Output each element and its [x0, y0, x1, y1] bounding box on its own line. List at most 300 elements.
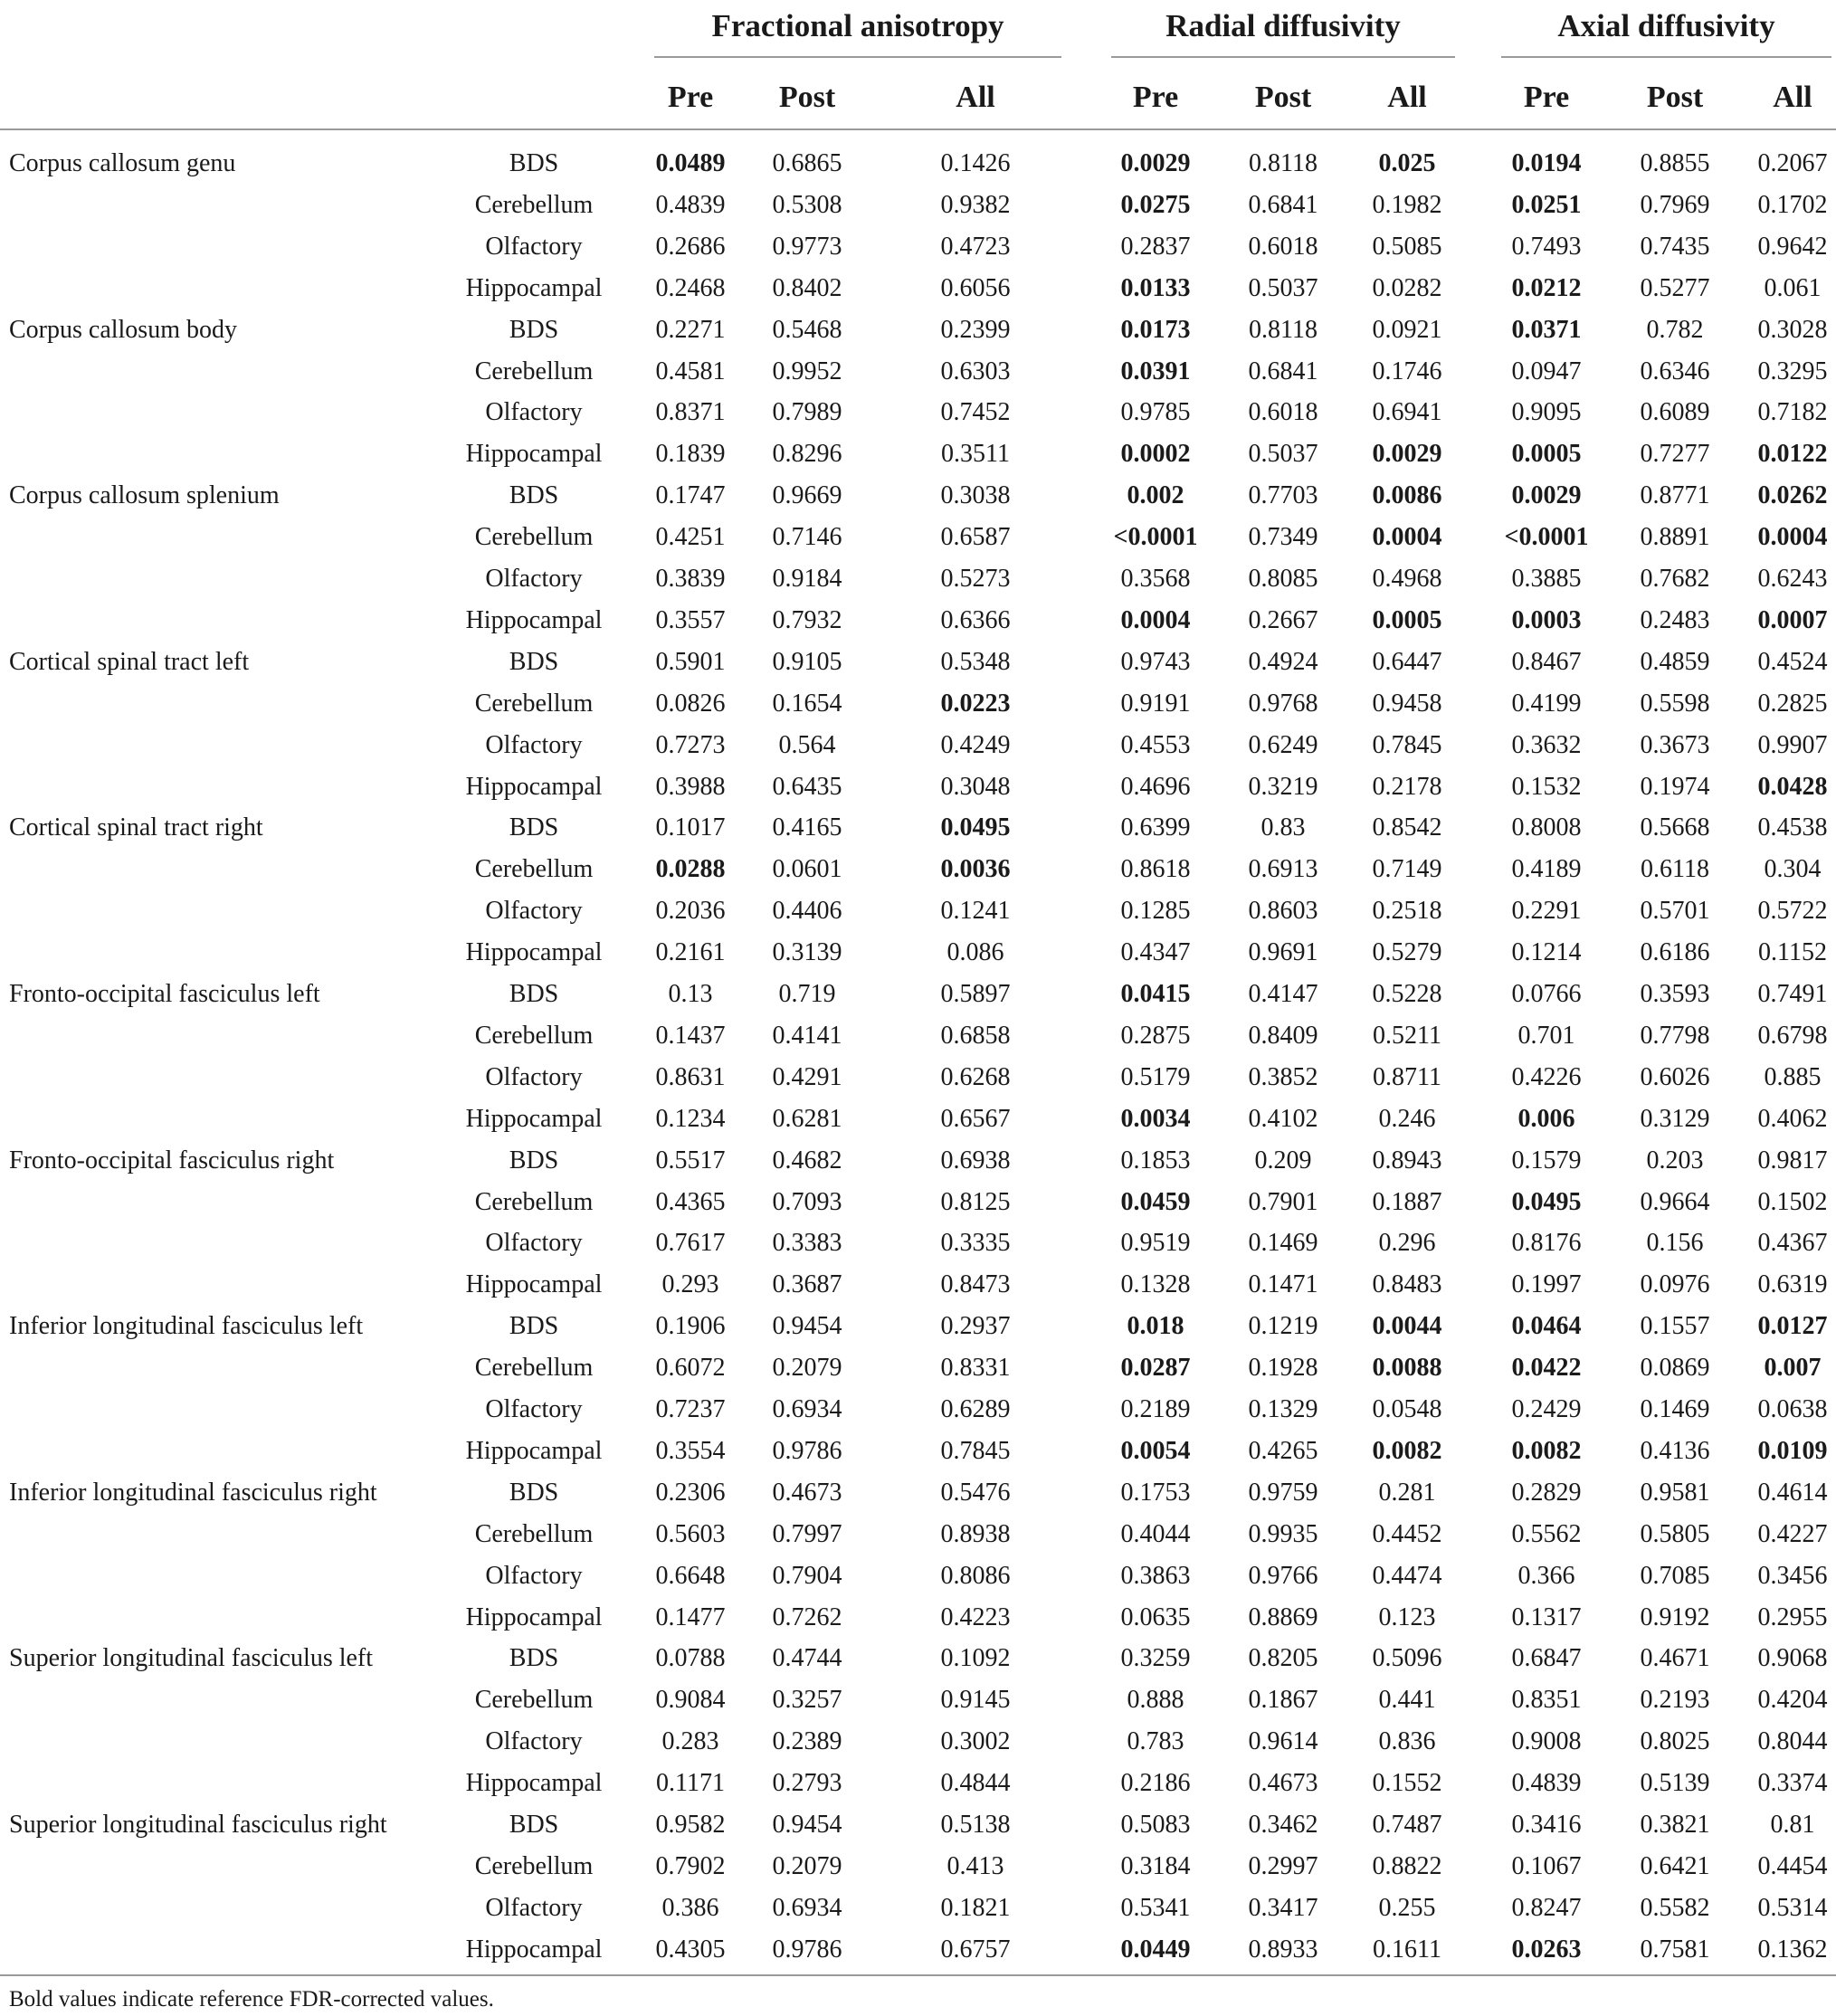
value-cell-rd-post: 0.7703 [1248, 481, 1318, 509]
region-label: Cerebellum [474, 689, 594, 718]
value-cell-ad-post: 0.5701 [1640, 897, 1710, 925]
value-cell-fa-all: 0.9382 [940, 191, 1011, 219]
value-cell-ad-all: 0.4614 [1757, 1479, 1828, 1507]
region-label: Olfactory [485, 897, 583, 925]
value-cell-ad-pre: 0.0005 [1511, 440, 1582, 468]
value-cell-ad-all: 0.6243 [1757, 565, 1828, 593]
tract-name: Corpus callosum genu [9, 149, 236, 177]
region-label: Olfactory [485, 731, 583, 759]
value-cell-ad-pre: 0.4226 [1511, 1063, 1582, 1091]
value-cell-fa-all: 0.4249 [940, 731, 1011, 759]
value-cell-rd-all: 0.8711 [1373, 1063, 1441, 1091]
value-cell-rd-post: 0.8933 [1248, 1935, 1318, 1964]
value-cell-rd-all: 0.0921 [1372, 316, 1442, 344]
value-cell-rd-pre: 0.0004 [1120, 606, 1191, 634]
value-cell-ad-all: 0.4538 [1757, 813, 1828, 842]
table-row [0, 351, 1836, 393]
value-cell-fa-post: 0.9454 [772, 1811, 842, 1839]
value-cell-rd-pre: 0.1753 [1120, 1479, 1191, 1507]
value-cell-ad-all: 0.1362 [1757, 1935, 1828, 1964]
table-row [0, 517, 1836, 558]
value-cell-fa-all: 0.6268 [940, 1063, 1011, 1091]
tract-name: Corpus callosum body [9, 316, 237, 344]
value-cell-rd-all: 0.246 [1378, 1105, 1436, 1133]
value-cell-rd-pre: 0.3259 [1120, 1644, 1191, 1672]
value-cell-rd-pre: 0.3184 [1120, 1852, 1191, 1880]
region-label: Hippocampal [465, 1105, 603, 1133]
value-cell-ad-pre: 0.0212 [1511, 274, 1582, 302]
value-cell-rd-all: 0.296 [1378, 1229, 1436, 1257]
value-cell-ad-all: 0.2825 [1757, 689, 1828, 718]
value-cell-fa-all: 0.2937 [940, 1312, 1011, 1340]
value-cell-rd-all: 0.7845 [1372, 731, 1442, 759]
region-label: BDS [509, 481, 559, 509]
value-cell-fa-post: 0.5308 [772, 191, 842, 219]
value-cell-rd-pre: 0.0635 [1120, 1603, 1191, 1631]
region-label: Cerebellum [474, 1354, 594, 1382]
value-cell-fa-all: 0.6567 [940, 1105, 1011, 1133]
value-cell-fa-all: 0.7845 [940, 1437, 1011, 1465]
value-cell-fa-all: 0.3038 [940, 481, 1011, 509]
subheader-ad-pre: Pre [1523, 81, 1570, 114]
value-cell-fa-pre: 0.3554 [655, 1437, 726, 1465]
value-cell-fa-pre: 0.0788 [655, 1644, 726, 1672]
value-cell-ad-pre: 0.8176 [1511, 1229, 1582, 1257]
value-cell-rd-all: 0.0082 [1372, 1437, 1442, 1465]
value-cell-fa-post: 0.4682 [772, 1146, 842, 1174]
value-cell-fa-post: 0.8296 [772, 440, 842, 468]
value-cell-fa-post: 0.0601 [772, 855, 842, 883]
region-label: Hippocampal [465, 1437, 603, 1465]
value-cell-fa-all: 0.5476 [940, 1479, 1011, 1507]
value-cell-rd-pre: 0.5083 [1120, 1811, 1191, 1839]
region-label: Olfactory [485, 1562, 583, 1590]
value-cell-rd-post: 0.1928 [1248, 1354, 1318, 1382]
value-cell-rd-pre: 0.8618 [1120, 855, 1191, 883]
footer-rule [0, 1974, 1836, 1976]
value-cell-fa-all: 0.0223 [940, 689, 1011, 718]
value-cell-fa-all: 0.4844 [940, 1769, 1011, 1797]
value-cell-ad-post: 0.6026 [1640, 1063, 1710, 1091]
value-cell-ad-pre: 0.8467 [1511, 648, 1582, 676]
value-cell-rd-all: 0.5085 [1372, 233, 1442, 261]
value-cell-rd-post: 0.3417 [1248, 1894, 1318, 1922]
value-cell-rd-post: 0.1867 [1248, 1686, 1318, 1714]
value-cell-rd-pre: <0.0001 [1113, 523, 1198, 551]
value-cell-fa-pre: 0.6648 [655, 1562, 726, 1590]
value-cell-ad-all: 0.1502 [1757, 1188, 1828, 1216]
value-cell-rd-pre: 0.2189 [1120, 1395, 1191, 1423]
value-cell-ad-post: 0.9664 [1640, 1188, 1710, 1216]
value-cell-fa-post: 0.9184 [772, 565, 842, 593]
value-cell-rd-post: 0.4673 [1248, 1769, 1318, 1797]
value-cell-ad-all: 0.3456 [1757, 1562, 1828, 1590]
value-cell-ad-all: 0.2067 [1757, 149, 1828, 177]
value-cell-rd-pre: 0.5341 [1120, 1894, 1191, 1922]
region-label: Olfactory [485, 233, 583, 261]
value-cell-ad-all: 0.885 [1764, 1063, 1822, 1091]
table-row [0, 642, 1836, 683]
value-cell-ad-pre: 0.8247 [1511, 1894, 1582, 1922]
table-row [0, 1306, 1836, 1347]
value-cell-rd-pre: 0.0002 [1120, 440, 1191, 468]
value-cell-fa-post: 0.4141 [772, 1022, 842, 1050]
region-label: Hippocampal [465, 606, 603, 634]
table-row [0, 558, 1836, 600]
value-cell-rd-pre: 0.4696 [1120, 773, 1191, 801]
value-cell-fa-all: 0.8938 [940, 1520, 1011, 1548]
value-cell-rd-pre: 0.9519 [1120, 1229, 1191, 1257]
value-cell-rd-pre: 0.6399 [1120, 813, 1191, 842]
value-cell-fa-pre: 0.1906 [655, 1312, 726, 1340]
value-cell-fa-all: 0.6056 [940, 274, 1011, 302]
value-cell-rd-post: 0.6249 [1248, 731, 1318, 759]
table-row [0, 1597, 1836, 1639]
value-cell-rd-all: 0.5096 [1372, 1644, 1442, 1672]
value-cell-rd-post: 0.8118 [1249, 149, 1318, 177]
value-cell-ad-all: 0.4062 [1757, 1105, 1828, 1133]
table-row [0, 1846, 1836, 1888]
value-cell-rd-post: 0.8118 [1249, 316, 1318, 344]
value-cell-fa-all: 0.6938 [940, 1146, 1011, 1174]
group-title-fractional-anisotropy: Fractional anisotropy [711, 8, 1004, 43]
tract-name: Corpus callosum splenium [9, 481, 280, 509]
value-cell-ad-pre: 0.9095 [1511, 398, 1582, 426]
value-cell-fa-pre: 0.7273 [655, 731, 726, 759]
value-cell-fa-pre: 0.3557 [655, 606, 726, 634]
value-cell-fa-all: 0.3048 [940, 773, 1011, 801]
value-cell-rd-pre: 0.783 [1127, 1727, 1184, 1755]
value-cell-fa-pre: 0.4251 [655, 523, 726, 551]
value-cell-fa-pre: 0.2686 [655, 233, 726, 261]
value-cell-ad-all: 0.2955 [1757, 1603, 1828, 1631]
region-label: Cerebellum [474, 1852, 594, 1880]
value-cell-ad-pre: 0.1579 [1511, 1146, 1582, 1174]
value-cell-fa-all: 0.2399 [940, 316, 1011, 344]
value-cell-fa-all: 0.413 [947, 1852, 1004, 1880]
value-cell-fa-post: 0.4406 [772, 897, 842, 925]
value-cell-ad-all: 0.0122 [1757, 440, 1828, 468]
region-label: Cerebellum [474, 1686, 594, 1714]
value-cell-fa-post: 0.9669 [772, 481, 842, 509]
value-cell-ad-post: 0.1974 [1640, 773, 1710, 801]
value-cell-ad-post: 0.8025 [1640, 1727, 1710, 1755]
value-cell-ad-pre: 0.0003 [1511, 606, 1582, 634]
value-cell-fa-post: 0.9105 [772, 648, 842, 676]
value-cell-rd-all: 0.5279 [1372, 938, 1442, 966]
value-cell-ad-pre: 0.1317 [1511, 1603, 1582, 1631]
value-cell-ad-pre: 0.3632 [1511, 731, 1582, 759]
value-cell-fa-pre: 0.4305 [655, 1935, 726, 1964]
value-cell-ad-all: 0.0004 [1757, 523, 1828, 551]
value-cell-ad-pre: 0.0029 [1511, 481, 1582, 509]
value-cell-fa-all: 0.9145 [940, 1686, 1011, 1714]
value-cell-rd-post: 0.1469 [1248, 1229, 1318, 1257]
value-cell-ad-all: 0.061 [1764, 274, 1822, 302]
value-cell-fa-post: 0.7932 [772, 606, 842, 634]
value-cell-rd-post: 0.1471 [1248, 1270, 1318, 1298]
value-cell-ad-pre: 0.2429 [1511, 1395, 1582, 1423]
value-cell-fa-pre: 0.0288 [655, 855, 726, 883]
table-row [0, 849, 1836, 890]
value-cell-ad-all: 0.4227 [1757, 1520, 1828, 1548]
table-row [0, 268, 1836, 309]
value-cell-fa-pre: 0.1437 [655, 1022, 726, 1050]
value-cell-fa-all: 0.8086 [940, 1562, 1011, 1590]
value-cell-rd-all: 0.7149 [1372, 855, 1442, 883]
value-cell-ad-all: 0.3295 [1757, 357, 1828, 385]
value-cell-fa-post: 0.5468 [772, 316, 842, 344]
value-cell-ad-all: 0.1702 [1757, 191, 1828, 219]
value-cell-ad-pre: 0.8351 [1511, 1686, 1582, 1714]
value-cell-ad-all: 0.6798 [1757, 1022, 1828, 1050]
value-cell-ad-post: 0.6118 [1641, 855, 1709, 883]
value-cell-ad-post: 0.7277 [1640, 440, 1710, 468]
table-row [0, 890, 1836, 932]
value-cell-ad-post: 0.3129 [1640, 1105, 1710, 1133]
subheader-rd-pre: Pre [1132, 81, 1179, 114]
value-cell-fa-pre: 0.4365 [655, 1188, 726, 1216]
subheader-ad-all: All [1773, 81, 1812, 114]
table-row [0, 766, 1836, 808]
tract-name: Superior longitudinal fasciculus left [9, 1644, 374, 1672]
value-cell-fa-post: 0.7997 [772, 1520, 842, 1548]
region-label: Hippocampal [465, 938, 603, 966]
region-label: Hippocampal [465, 1769, 603, 1797]
value-cell-ad-post: 0.3593 [1640, 980, 1710, 1008]
value-cell-rd-all: 0.0548 [1372, 1395, 1442, 1423]
value-cell-fa-pre: 0.8371 [655, 398, 726, 426]
region-label: Cerebellum [474, 1520, 594, 1548]
value-cell-ad-post: 0.3673 [1640, 731, 1710, 759]
value-cell-fa-pre: 0.3988 [655, 773, 726, 801]
value-cell-rd-all: 0.123 [1378, 1603, 1436, 1631]
value-cell-fa-all: 0.1426 [940, 149, 1011, 177]
value-cell-rd-post: 0.4102 [1248, 1105, 1318, 1133]
value-cell-ad-post: 0.6089 [1640, 398, 1710, 426]
value-cell-fa-post: 0.7146 [772, 523, 842, 551]
value-cell-rd-pre: 0.4044 [1120, 1520, 1191, 1548]
subheader-rd-post: Post [1254, 81, 1312, 114]
value-cell-ad-all: 0.9068 [1757, 1644, 1828, 1672]
value-cell-rd-all: 0.0282 [1372, 274, 1442, 302]
value-cell-fa-pre: 0.293 [661, 1270, 719, 1298]
table-row [0, 1057, 1836, 1098]
value-cell-ad-post: 0.8891 [1640, 523, 1710, 551]
region-label: Olfactory [485, 1727, 583, 1755]
value-cell-ad-all: 0.0007 [1757, 606, 1828, 634]
value-cell-rd-post: 0.6841 [1248, 357, 1318, 385]
subheader-ad-post: Post [1646, 81, 1704, 114]
value-cell-rd-post: 0.1329 [1248, 1395, 1318, 1423]
value-cell-fa-post: 0.7989 [772, 398, 842, 426]
value-cell-rd-all: 0.0086 [1372, 481, 1442, 509]
value-cell-fa-all: 0.6587 [940, 523, 1011, 551]
value-cell-ad-pre: 0.9008 [1511, 1727, 1582, 1755]
value-cell-rd-all: 0.0004 [1372, 523, 1442, 551]
table-row [0, 1888, 1836, 1929]
value-cell-rd-post: 0.4265 [1248, 1437, 1318, 1465]
subheader-fa-post: Post [778, 81, 836, 114]
value-cell-ad-all: 0.3028 [1757, 316, 1828, 344]
value-cell-fa-pre: 0.2161 [655, 938, 726, 966]
table-row [0, 1555, 1836, 1597]
value-cell-rd-pre: 0.1328 [1120, 1270, 1191, 1298]
value-cell-fa-post: 0.1654 [772, 689, 842, 718]
value-cell-fa-pre: 0.2468 [655, 274, 726, 302]
value-cell-fa-post: 0.4744 [772, 1644, 842, 1672]
value-cell-rd-post: 0.8869 [1248, 1603, 1318, 1631]
value-cell-rd-post: 0.9935 [1248, 1520, 1318, 1548]
value-cell-fa-post: 0.6865 [772, 149, 842, 177]
value-cell-rd-pre: 0.0275 [1120, 191, 1191, 219]
table-row [0, 1763, 1836, 1804]
value-cell-ad-pre: 0.6847 [1511, 1644, 1582, 1672]
region-label: Cerebellum [474, 1022, 594, 1050]
value-cell-ad-post: 0.4859 [1640, 648, 1710, 676]
value-cell-fa-post: 0.9786 [772, 1437, 842, 1465]
region-label: Hippocampal [465, 1270, 603, 1298]
region-label: BDS [509, 813, 559, 842]
value-cell-rd-pre: 0.0287 [1120, 1354, 1191, 1382]
value-cell-ad-all: 0.4454 [1757, 1852, 1828, 1880]
value-cell-rd-post: 0.2997 [1248, 1852, 1318, 1880]
table-row [0, 1721, 1836, 1763]
value-cell-fa-all: 0.8331 [940, 1354, 1011, 1382]
value-cell-rd-post: 0.8603 [1248, 897, 1318, 925]
table-row [0, 1929, 1836, 1971]
value-cell-ad-post: 0.0869 [1640, 1354, 1710, 1382]
value-cell-ad-all: 0.5314 [1757, 1894, 1828, 1922]
value-cell-ad-all: 0.9642 [1757, 233, 1828, 261]
value-cell-fa-pre: 0.7237 [655, 1395, 726, 1423]
value-cell-fa-all: 0.8473 [940, 1270, 1011, 1298]
value-cell-ad-post: 0.4671 [1640, 1644, 1710, 1672]
value-cell-ad-pre: 0.7493 [1511, 233, 1582, 261]
value-cell-fa-all: 0.3002 [940, 1727, 1011, 1755]
region-label: BDS [509, 1644, 559, 1672]
value-cell-fa-pre: 0.1477 [655, 1603, 726, 1631]
region-label: Cerebellum [474, 191, 594, 219]
value-cell-rd-all: 0.4968 [1372, 565, 1442, 593]
value-cell-ad-all: 0.9907 [1757, 731, 1828, 759]
value-cell-fa-post: 0.6281 [772, 1105, 842, 1133]
value-cell-rd-pre: 0.0133 [1120, 274, 1191, 302]
value-cell-ad-post: 0.8855 [1640, 149, 1710, 177]
value-cell-rd-post: 0.7901 [1248, 1188, 1318, 1216]
value-cell-rd-pre: 0.2875 [1120, 1022, 1191, 1050]
value-cell-ad-all: 0.0428 [1757, 773, 1828, 801]
table-row [0, 1804, 1836, 1846]
table-row [0, 600, 1836, 642]
value-cell-ad-all: 0.8044 [1757, 1727, 1828, 1755]
value-cell-fa-post: 0.9454 [772, 1312, 842, 1340]
value-cell-ad-pre: 0.366 [1517, 1562, 1575, 1590]
value-cell-rd-pre: 0.0029 [1120, 149, 1191, 177]
region-label: Olfactory [485, 565, 583, 593]
value-cell-ad-all: 0.007 [1764, 1354, 1822, 1382]
value-cell-rd-pre: 0.9743 [1120, 648, 1191, 676]
value-cell-rd-all: 0.1611 [1373, 1935, 1441, 1964]
value-cell-ad-post: 0.7682 [1640, 565, 1710, 593]
value-cell-rd-post: 0.5037 [1248, 440, 1318, 468]
table-row [0, 974, 1836, 1015]
tract-name: Inferior longitudinal fasciculus right [9, 1479, 377, 1507]
value-cell-fa-post: 0.7262 [772, 1603, 842, 1631]
value-cell-ad-all: 0.7491 [1757, 980, 1828, 1008]
value-cell-fa-pre: 0.0489 [655, 149, 726, 177]
value-cell-rd-post: 0.4924 [1248, 648, 1318, 676]
region-label: BDS [509, 316, 559, 344]
value-cell-fa-post: 0.564 [778, 731, 836, 759]
value-cell-rd-pre: 0.1285 [1120, 897, 1191, 925]
value-cell-rd-pre: 0.018 [1127, 1312, 1184, 1340]
value-cell-ad-pre: 0.0464 [1511, 1312, 1582, 1340]
value-cell-rd-pre: 0.4347 [1120, 938, 1191, 966]
value-cell-ad-post: 0.3821 [1640, 1811, 1710, 1839]
value-cell-fa-all: 0.6303 [940, 357, 1011, 385]
value-cell-rd-all: 0.6941 [1372, 398, 1442, 426]
value-cell-fa-post: 0.9773 [772, 233, 842, 261]
value-cell-ad-pre: 0.0263 [1511, 1935, 1582, 1964]
value-cell-rd-pre: 0.0391 [1120, 357, 1191, 385]
value-cell-fa-all: 0.1241 [940, 897, 1011, 925]
value-cell-fa-post: 0.6435 [772, 773, 842, 801]
table-row [0, 932, 1836, 974]
value-cell-fa-all: 0.086 [947, 938, 1004, 966]
value-cell-fa-all: 0.8125 [940, 1188, 1011, 1216]
value-cell-rd-pre: 0.0449 [1120, 1935, 1191, 1964]
value-cell-fa-all: 0.6858 [940, 1022, 1011, 1050]
value-cell-rd-all: 0.2518 [1372, 897, 1442, 925]
value-cell-rd-pre: 0.9191 [1120, 689, 1191, 718]
value-cell-rd-pre: 0.0034 [1120, 1105, 1191, 1133]
value-cell-ad-pre: 0.4199 [1511, 689, 1582, 718]
value-cell-ad-all: 0.7182 [1757, 398, 1828, 426]
value-cell-rd-post: 0.1219 [1248, 1312, 1318, 1340]
value-cell-rd-pre: 0.2837 [1120, 233, 1191, 261]
table-row [0, 1431, 1836, 1472]
value-cell-ad-post: 0.1557 [1640, 1312, 1710, 1340]
value-cell-rd-pre: 0.3568 [1120, 565, 1191, 593]
value-cell-fa-post: 0.4673 [772, 1479, 842, 1507]
table-row [0, 1015, 1836, 1057]
value-cell-ad-post: 0.1469 [1640, 1395, 1710, 1423]
table-row [0, 683, 1836, 725]
table-row [0, 143, 1836, 185]
value-cell-ad-post: 0.6186 [1640, 938, 1710, 966]
region-label: Olfactory [485, 398, 583, 426]
value-cell-fa-pre: 0.5603 [655, 1520, 726, 1548]
value-cell-rd-all: 0.0029 [1372, 440, 1442, 468]
value-cell-rd-all: 0.8822 [1372, 1852, 1442, 1880]
tract-name: Fronto-occipital fasciculus right [9, 1146, 335, 1174]
table-row [0, 725, 1836, 766]
region-label: Hippocampal [465, 440, 603, 468]
value-cell-ad-pre: 0.0422 [1511, 1354, 1582, 1382]
value-cell-ad-pre: 0.2829 [1511, 1479, 1582, 1507]
value-cell-ad-pre: 0.1067 [1511, 1852, 1582, 1880]
value-cell-ad-pre: 0.1997 [1511, 1270, 1582, 1298]
value-cell-fa-post: 0.7904 [772, 1562, 842, 1590]
value-cell-rd-all: 0.8483 [1372, 1270, 1442, 1298]
value-cell-fa-pre: 0.7617 [655, 1229, 726, 1257]
value-cell-ad-all: 0.0109 [1757, 1437, 1828, 1465]
region-label: Cerebellum [474, 357, 594, 385]
subheader-fa-pre: Pre [667, 81, 714, 114]
value-cell-ad-all: 0.9817 [1757, 1146, 1828, 1174]
value-cell-fa-pre: 0.5901 [655, 648, 726, 676]
